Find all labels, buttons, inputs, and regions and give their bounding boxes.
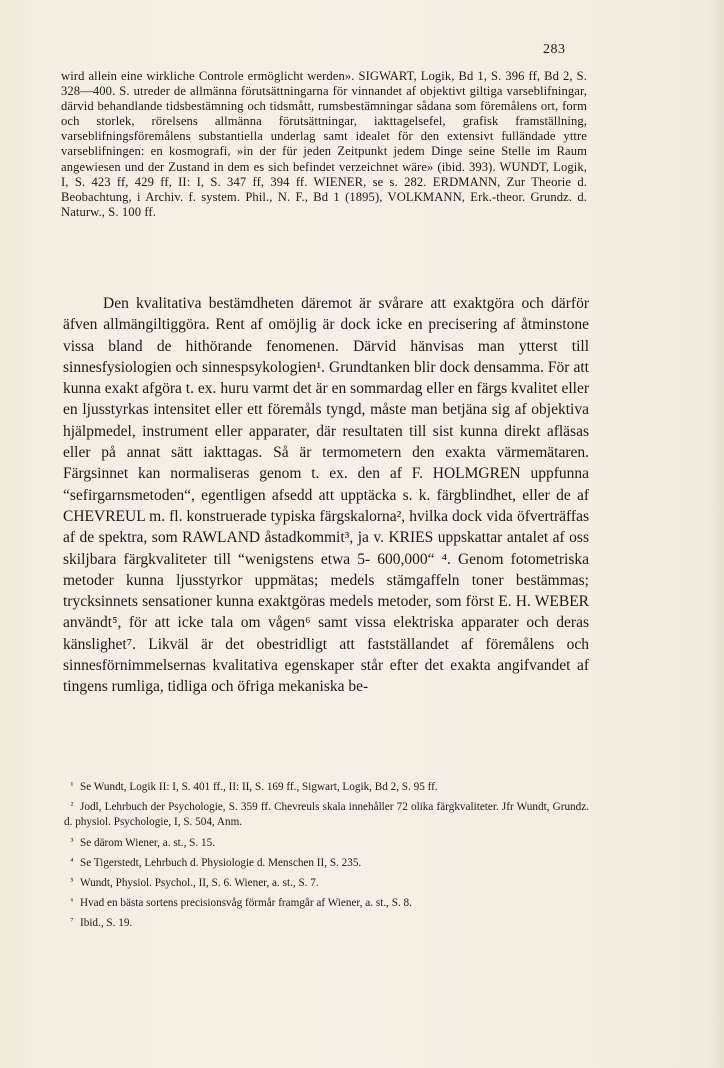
continued-note-text: wird allein eine wirkliche Controle ermöglicht werden». SIGWART, Logik, Bd 1, S. 396 ff, Bd 2, S. 328—400. S. utreder de allmänna förutsättningarna för vinnandet af objektivt giltiga varseblifningar, därvid behandlande tidsbestämning och tidsmått, rumsbestämningar sådana som föremålens ort, form och storlek, rörelsens allmänna förutsättningar, iakttagelsefel, grafisk framställning, varseblifningsföremålens substantiella underlag samt idealet för den extensivt fulländade yttre varseblifningen: en kosmografi, »in der für jeden Zeitpunkt jedem Dinge seine Stelle im Raum angewiesen und der Zustand in dem es sich befindet verzeichnet wäre» (ibid. 393). WUNDT, Logik, I, S. 423 ff, 429 ff, II: I, S. 347 ff, 394 ff. WIENER, se s. 282. ERDMANN, Zur Theorie d. Beobachtung, i Archiv. f. system. Phil., N. F., Bd 1 (1895), VOLKMANN, Erk.-theor. Grundz. d. Naturw., S. 100 ff. — [61, 69, 587, 219]
page-number: 283 — [543, 42, 566, 57]
footnote-text: Jodl, Lehrbuch der Psychologie, S. 359 ff. Chevreuls skala innehåller 72 olika färgkvaliteter. Jfr Wundt, Grundz. d. physiol. Psychologie, I, S. 504, Anm. — [64, 801, 589, 829]
footnote-text: Hvad en bästa sortens precisionsvåg förmår framgår af Wiener, a. st., S. 8. — [80, 897, 412, 910]
footnote-4 — [64, 854, 589, 871]
footnote-2 — [64, 798, 589, 830]
footnotes — [64, 778, 589, 935]
footnote-marker: ⁴ — [70, 855, 74, 866]
main-paragraph: Den kvalitativa bestämdheten däremot är svårare att exaktgöra och därför äfven allmängiltiggöra. Rent af omöjlig är dock icke en precisering af åtminstone vissa bland de hithörande fenomenen. Därvid hänvisas man ytterst till sinnesfysiologien och sinnespsykologien¹. Grundtanken blir dock densamma. För att kunna exakt afgöra t. ex. huru varmt det är en sommardag eller en färgs kvalitet eller en ljusstyrkas intensitet eller ett föremåls tyngd, måste man betjäna sig af objektiva hjälpmedel, instrument eller apparater, där resultaten till sist kunna direkt afläsas eller på annat sätt iakttagas. Så är termometern den exakta värmemätaren. Färgsinnet kan normaliseras genom t. ex. den af F. HOLMGREN uppfunna “sefirgarnsmetoden“, egentligen afsedd att upptäcka s. k. färgblindhet, eller de af CHEVREUL m. fl. konstruerade typiska färgskalorna², hvilka dock vida öfverträffas af de spektra, som RAWLAND åstadkommit³, ja v. KRIES uppskattar antalet af oss skiljbara färgkvaliteter till “wenigstens etwa 5- 600,000“ ⁴. Genom fotometriska metoder kunna ljusstyrkor uppmätas; medels stämgaffeln toner bestämmas; trycksinnets sensationer kunna exaktgöras medels metoder, som först E. H. WEBER användt⁵, för att icke tala om vågen⁶ samt vissa elektriska apparater och deras känslighet⁷. Likväl är det obestridligt att fastställandet af föremålens och sinnesförnimmelsernas kvalitativa egenskaper står efter det exakta angifvandet af tingens rumliga, tidliga och öfriga mekaniska be- — [63, 295, 589, 696]
footnote-marker: ⁶ — [70, 896, 74, 907]
footnote-text: Ibid., S. 19. — [80, 917, 133, 930]
footnote-marker: ³ — [70, 835, 74, 846]
footnote-marker: ⁵ — [70, 876, 74, 887]
footnote-text: Se därom Wiener, a. st., S. 15. — [80, 836, 215, 849]
footnote-text: Se Wundt, Logik II: I, S. 401 ff., II: II, S. 169 ff., Sigwart, Logik, Bd 2, S. 95 ff. — [80, 781, 438, 793]
footnote-marker: ² — [70, 800, 74, 811]
footnote-text: Wundt, Physiol. Psychol., II, S. 6. Wiener, a. st., S. 7. — [80, 877, 319, 890]
footnote-7 — [64, 914, 589, 931]
footnote-marker: ¹ — [70, 780, 74, 790]
page-edge-shadow — [706, 0, 724, 1068]
footnote-3 — [64, 834, 589, 851]
footnote-marker: ⁷ — [70, 916, 74, 927]
main-text — [63, 293, 589, 698]
footnote-1 — [64, 778, 589, 795]
footnote-6 — [64, 894, 589, 911]
footnote-text: Se Tigerstedt, Lehrbuch d. Physiologie d. Menschen II, S. 235. — [80, 856, 362, 869]
footnote-5 — [64, 874, 589, 891]
